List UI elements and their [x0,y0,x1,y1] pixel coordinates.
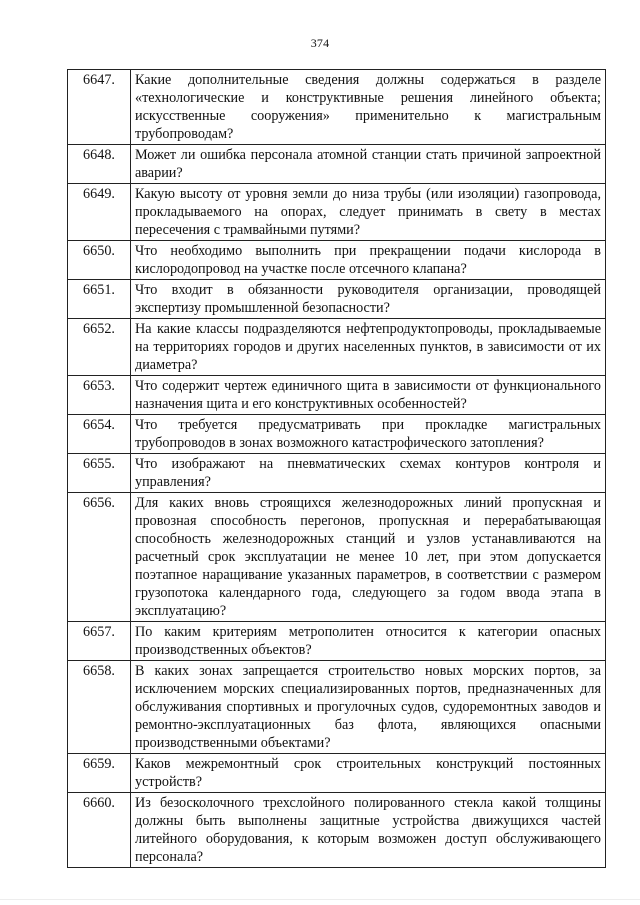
question-number: 6647. [68,70,131,145]
question-number: 6656. [68,493,131,622]
question-number: 6654. [68,415,131,454]
question-number: 6658. [68,661,131,754]
question-number: 6653. [68,376,131,415]
question-text: Что изображают на пневматических схемах контуров контроля и управления? [131,454,606,493]
question-number: 6659. [68,754,131,793]
question-row [68,184,606,241]
question-text: Для каких вновь строящихся железнодорожных линий пропускная и провозная способность перегонов, пропускная и перерабатывающая способность железнодорожных станций и узлов устанавливаются на расчетный срок эксплуатации не менее 10 лет, при этом допускается поэтапное наращивание указанных параметров, в соответствии с размером грузопотока календарного года, следующего за годом ввода этапа в эксплуатацию? [131,493,606,622]
question-row [68,145,606,184]
question-text: Что входит в обязанности руководителя организации, проводящей экспертизу промышленной безопасности? [131,280,606,319]
question-row [68,793,606,868]
question-text: Что необходимо выполнить при прекращении подачи кислорода в кислородопровод на участке после отсечного клапана? [131,241,606,280]
question-row [68,241,606,280]
question-text: По каким критериям метрополитен относится к категории опасных производственных объектов? [131,622,606,661]
question-number: 6648. [68,145,131,184]
question-number: 6649. [68,184,131,241]
question-row [68,454,606,493]
question-text: В каких зонах запрещается строительство новых морских портов, за исключением морских специализированных портов, предназначенных для обслуживания спортивных и прогулочных судов, судоремонтных заводов и ремонтно-эксплуатационных баз флота, являющихся опасными производственными объектами? [131,661,606,754]
questions-table [67,69,606,868]
question-text: Какую высоту от уровня земли до низа трубы (или изоляции) газопровода, прокладываемого на опорах, следует принимать в свету в местах пересечения с трамвайными путями? [131,184,606,241]
question-number: 6655. [68,454,131,493]
question-row [68,70,606,145]
question-number: 6651. [68,280,131,319]
question-text: Может ли ошибка персонала атомной станции стать причиной запроектной аварии? [131,145,606,184]
question-number: 6657. [68,622,131,661]
scan-edge-line [0,899,640,900]
question-number: 6652. [68,319,131,376]
question-number: 6660. [68,793,131,868]
question-row [68,319,606,376]
question-row [68,661,606,754]
question-row [68,280,606,319]
question-number: 6650. [68,241,131,280]
question-row [68,493,606,622]
page-number: 374 [310,36,330,50]
questions-table-body [68,70,606,868]
question-row [68,376,606,415]
question-row [68,754,606,793]
question-text: Что содержит чертеж единичного щита в зависимости от функционального назначения щита и его конструктивных особенностей? [131,376,606,415]
question-text: Каков межремонтный срок строительных конструкций постоянных устройств? [131,754,606,793]
question-text: На какие классы подразделяются нефтепродуктопроводы, прокладываемые на территориях городов и других населенных пунктов, в зависимости от их диаметра? [131,319,606,376]
question-row [68,622,606,661]
question-text: Из безосколочного трехслойного полированного стекла какой толщины должны быть выполнены защитные устройства движущихся частей литейного оборудования, к которым возможен доступ обслуживающего персонала? [131,793,606,868]
question-row [68,415,606,454]
question-text: Что требуется предусматривать при прокладке магистральных трубопроводов в зонах возможного катастрофического затопления? [131,415,606,454]
question-text: Какие дополнительные сведения должны содержаться в разделе «технологические и конструктивные решения линейного объекта; искусственные сооружения» применительно к магистральным трубопроводам? [131,70,606,145]
